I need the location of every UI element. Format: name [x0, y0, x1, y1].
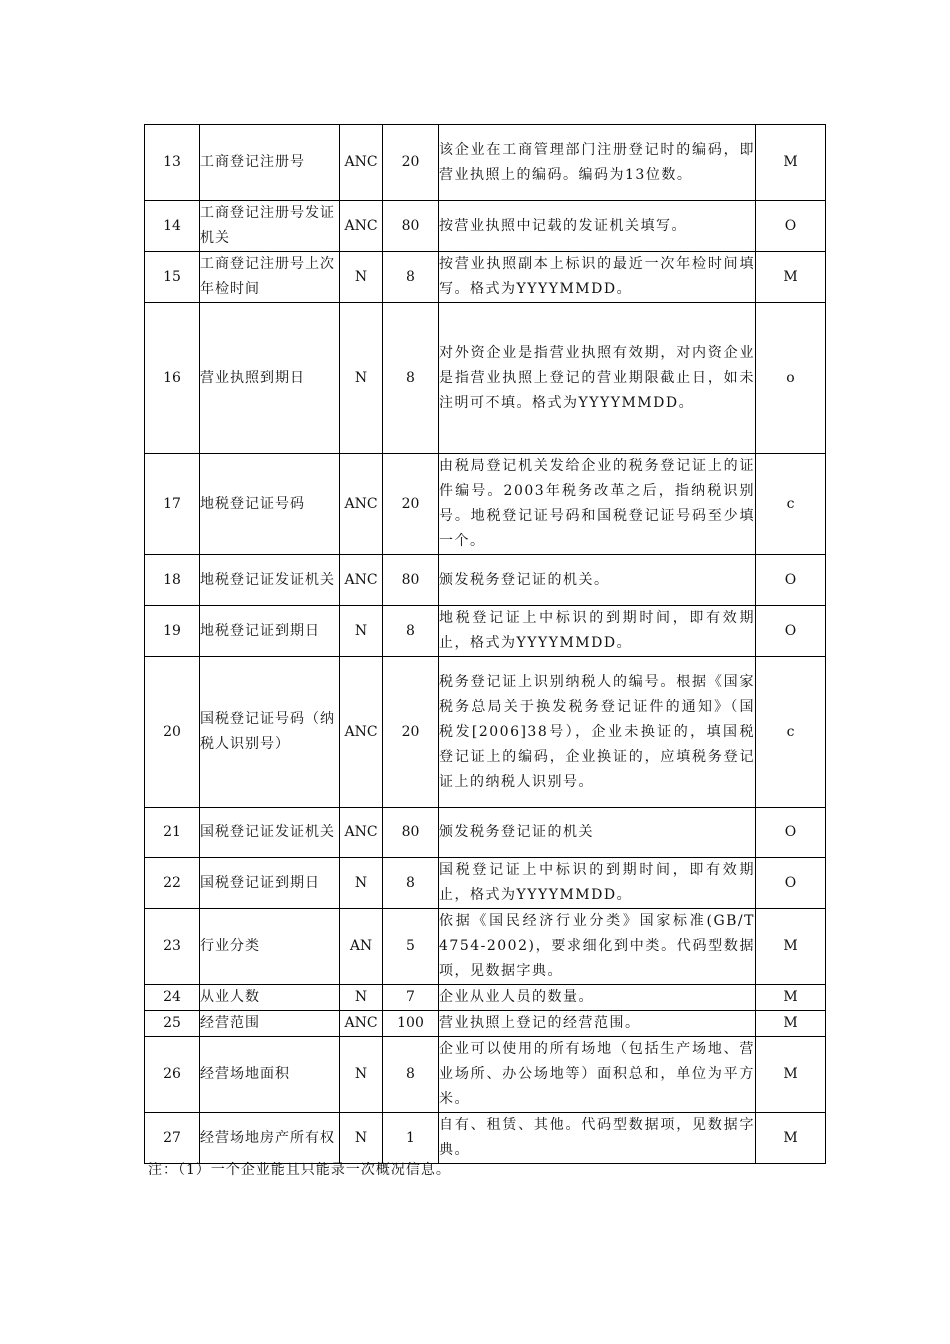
field-length: 1 — [383, 1113, 439, 1164]
field-description: 依据《国民经济行业分类》国家标准(GB/T 4754-2002)，要求细化到中类。代码型数据项，见数据字典。 — [439, 909, 756, 985]
field-name: 工商登记注册号上次年检时间 — [200, 252, 340, 303]
field-type: N — [340, 1037, 383, 1113]
field-length: 7 — [383, 985, 439, 1011]
field-description: 对外资企业是指营业执照有效期，对内资企业是指营业执照上登记的营业期限截止日，如未注明可不填。格式为YYYYMMDD。 — [439, 303, 756, 454]
row-number: 23 — [145, 909, 200, 985]
table-row — [145, 985, 826, 1011]
field-name: 国税登记证发证机关 — [200, 808, 340, 858]
table-row — [145, 1011, 826, 1037]
field-requirement: M — [756, 909, 826, 985]
row-number: 19 — [145, 606, 200, 657]
field-type: ANC — [340, 125, 383, 201]
field-name: 工商登记注册号发证机关 — [200, 201, 340, 252]
field-name: 地税登记证发证机关 — [200, 555, 340, 606]
field-length: 8 — [383, 606, 439, 657]
field-type: N — [340, 985, 383, 1011]
field-length: 20 — [383, 125, 439, 201]
field-requirement: c — [756, 454, 826, 555]
field-description: 颁发税务登记证的机关。 — [439, 555, 756, 606]
field-type: N — [340, 303, 383, 454]
table-row — [145, 808, 826, 858]
field-type: ANC — [340, 201, 383, 252]
field-name: 地税登记证号码 — [200, 454, 340, 555]
field-description: 自有、租赁、其他。代码型数据项，见数据字典。 — [439, 1113, 756, 1164]
field-name: 国税登记证到期日 — [200, 858, 340, 909]
row-number: 17 — [145, 454, 200, 555]
field-requirement: M — [756, 252, 826, 303]
row-number: 27 — [145, 1113, 200, 1164]
field-length: 8 — [383, 1037, 439, 1113]
field-requirement: M — [756, 1037, 826, 1113]
field-requirement: M — [756, 1011, 826, 1037]
field-description: 按营业执照副本上标识的最近一次年检时间填写。格式为YYYYMMDD。 — [439, 252, 756, 303]
field-description: 国税登记证上中标识的到期时间，即有效期止，格式为YYYYMMDD。 — [439, 858, 756, 909]
field-name: 经营场地面积 — [200, 1037, 340, 1113]
field-length: 20 — [383, 454, 439, 555]
field-name: 经营范围 — [200, 1011, 340, 1037]
field-length: 80 — [383, 555, 439, 606]
table-row — [145, 1037, 826, 1113]
table-row — [145, 454, 826, 555]
field-length: 8 — [383, 252, 439, 303]
table-row — [145, 657, 826, 808]
field-type: ANC — [340, 808, 383, 858]
field-length: 80 — [383, 201, 439, 252]
field-requirement: O — [756, 201, 826, 252]
field-type: N — [340, 1113, 383, 1164]
field-requirement: o — [756, 303, 826, 454]
field-description: 企业从业人员的数量。 — [439, 985, 756, 1011]
field-description: 颁发税务登记证的机关 — [439, 808, 756, 858]
table-row — [145, 555, 826, 606]
table-row — [145, 909, 826, 985]
table-row — [145, 858, 826, 909]
field-length: 5 — [383, 909, 439, 985]
field-type: N — [340, 858, 383, 909]
field-name: 工商登记注册号 — [200, 125, 340, 201]
row-number: 18 — [145, 555, 200, 606]
footnote: 注：（1）一个企业能且只能录一次概况信息。 — [148, 1162, 451, 1178]
row-number: 24 — [145, 985, 200, 1011]
field-requirement: O — [756, 606, 826, 657]
table-row — [145, 201, 826, 252]
field-name: 从业人数 — [200, 985, 340, 1011]
field-description: 由税局登记机关发给企业的税务登记证上的证件编号。2003年税务改革之后，指纳税识别号。地税登记证号码和国税登记证号码至少填一个。 — [439, 454, 756, 555]
row-number: 25 — [145, 1011, 200, 1037]
field-description: 税务登记证上识别纳税人的编号。根据《国家税务总局关于换发税务登记证件的通知》（国税发[2006]38号），企业未换证的，填国税登记证上的编码，企业换证的，应填税务登记证上的纳税人识别号。 — [439, 657, 756, 808]
field-type: N — [340, 606, 383, 657]
field-name: 地税登记证到期日 — [200, 606, 340, 657]
table-row — [145, 303, 826, 454]
table-body — [145, 125, 826, 1164]
row-number: 13 — [145, 125, 200, 201]
field-description: 营业执照上登记的经营范围。 — [439, 1011, 756, 1037]
row-number: 14 — [145, 201, 200, 252]
field-name: 营业执照到期日 — [200, 303, 340, 454]
table-row — [145, 606, 826, 657]
field-spec-table — [144, 124, 826, 1164]
field-description: 该企业在工商管理部门注册登记时的编码，即营业执照上的编码。编码为13位数。 — [439, 125, 756, 201]
field-requirement: O — [756, 858, 826, 909]
field-length: 100 — [383, 1011, 439, 1037]
row-number: 15 — [145, 252, 200, 303]
row-number: 16 — [145, 303, 200, 454]
field-requirement: O — [756, 808, 826, 858]
row-number: 21 — [145, 808, 200, 858]
field-requirement: M — [756, 125, 826, 201]
field-requirement: O — [756, 555, 826, 606]
field-length: 20 — [383, 657, 439, 808]
field-name: 经营场地房产所有权 — [200, 1113, 340, 1164]
field-type: ANC — [340, 1011, 383, 1037]
table-row — [145, 1113, 826, 1164]
field-type: ANC — [340, 555, 383, 606]
field-description: 地税登记证上中标识的到期时间，即有效期止，格式为YYYYMMDD。 — [439, 606, 756, 657]
field-type: ANC — [340, 657, 383, 808]
field-requirement: c — [756, 657, 826, 808]
field-requirement: M — [756, 985, 826, 1011]
field-length: 80 — [383, 808, 439, 858]
row-number: 20 — [145, 657, 200, 808]
field-type: N — [340, 252, 383, 303]
field-description: 企业可以使用的所有场地（包括生产场地、营业场所、办公场地等）面积总和，单位为平方米。 — [439, 1037, 756, 1113]
table-row — [145, 252, 826, 303]
table-row — [145, 125, 826, 201]
field-description: 按营业执照中记载的发证机关填写。 — [439, 201, 756, 252]
row-number: 22 — [145, 858, 200, 909]
field-name: 国税登记证号码（纳税人识别号） — [200, 657, 340, 808]
field-name: 行业分类 — [200, 909, 340, 985]
row-number: 26 — [145, 1037, 200, 1113]
field-type: ANC — [340, 454, 383, 555]
field-type: AN — [340, 909, 383, 985]
field-requirement: M — [756, 1113, 826, 1164]
field-length: 8 — [383, 858, 439, 909]
field-length: 8 — [383, 303, 439, 454]
